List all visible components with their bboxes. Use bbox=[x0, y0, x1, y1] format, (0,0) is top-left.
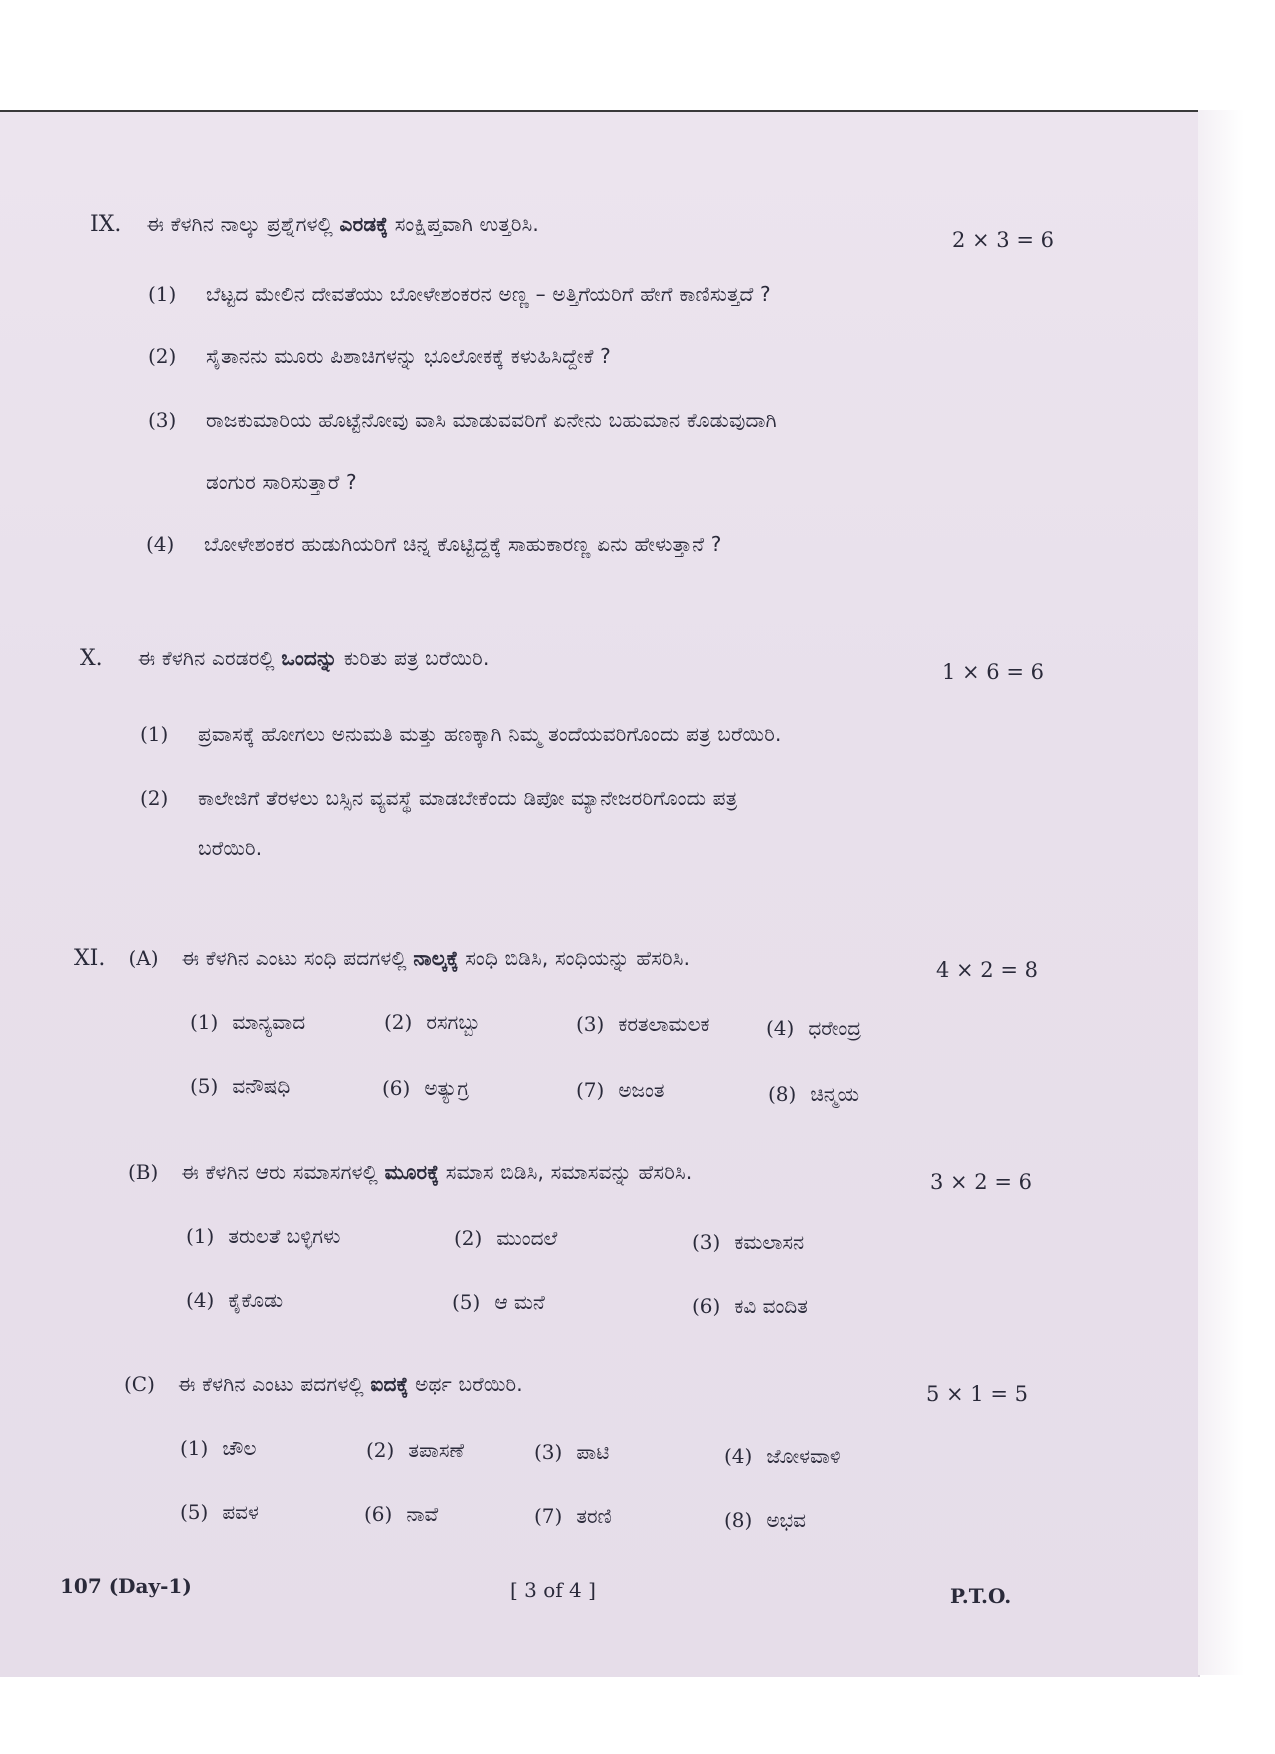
item-number: (7) bbox=[576, 1078, 605, 1102]
instruction-text: ಸಮಾಸ ಬಿಡಿಸಿ, ಸಮಾಸವನ್ನು ಹೆಸರಿಸಿ. bbox=[439, 1160, 693, 1184]
item-number: (3) bbox=[692, 1230, 721, 1254]
section-x-label: X. bbox=[80, 646, 103, 671]
item-number: (1) bbox=[180, 1436, 209, 1460]
instruction-emphasis: ನಾಲ್ಕಕ್ಕೆ bbox=[413, 946, 459, 970]
subsection-b-label: (B) bbox=[128, 1160, 159, 1184]
sandhi-item bbox=[768, 1082, 859, 1106]
item-number: (8) bbox=[768, 1082, 797, 1106]
item-number: (3) bbox=[534, 1440, 563, 1464]
subsection-c-marks: 5 × 1 = 5 bbox=[926, 1382, 1028, 1406]
section-ix-label: IX. bbox=[90, 212, 122, 237]
item-number: (2) bbox=[366, 1438, 395, 1462]
question-item bbox=[140, 786, 737, 810]
question-number: (2) bbox=[148, 344, 177, 368]
item-word: ಧರೇಂದ್ರ bbox=[808, 1016, 862, 1040]
section-x-marks: 1 × 6 = 6 bbox=[942, 660, 1044, 684]
section-x-instruction bbox=[138, 646, 490, 670]
section-xi-label: XI. bbox=[74, 946, 106, 971]
meaning-item bbox=[364, 1502, 438, 1526]
samasa-item bbox=[452, 1290, 545, 1314]
subsection-a-marks: 4 × 2 = 8 bbox=[936, 958, 1038, 982]
subsection-c-instruction bbox=[178, 1372, 523, 1396]
question-number: (1) bbox=[140, 722, 169, 746]
instruction-emphasis: ಐದಕ್ಕೆ bbox=[370, 1372, 409, 1396]
subsection-b-instruction bbox=[181, 1160, 692, 1184]
item-word: ಮಾನ್ಯವಾದ bbox=[232, 1010, 306, 1034]
subsection-c-heading bbox=[124, 1372, 523, 1396]
item-word: ತರಣಿ bbox=[576, 1504, 612, 1528]
samasa-item bbox=[692, 1230, 804, 1254]
item-word: ಚೌಲ bbox=[222, 1436, 257, 1460]
instruction-text: ಈ ಕೆಳಗಿನ ಆರು ಸಮಾಸಗಳಲ್ಲಿ bbox=[181, 1160, 385, 1184]
item-number: (6) bbox=[692, 1294, 721, 1318]
sandhi-item bbox=[766, 1016, 861, 1040]
instruction-text: ಈ ಕೆಳಗಿನ ಎರಡರಲ್ಲಿ bbox=[137, 646, 282, 670]
samasa-item bbox=[186, 1288, 283, 1312]
instruction-emphasis: ಒಂದನ್ನು bbox=[281, 646, 338, 670]
question-text: ಬೋಳೇಶಂಕರ ಹುಡುಗಿಯರಿಗೆ ಚಿನ್ನ ಕೊಟ್ಟಿದ್ದಕ್ಕೆ ಸಾಹುಕಾರಣ್ಣ ಏನು ಹೇಳುತ್ತಾನೆ ? bbox=[204, 532, 722, 556]
item-word: ಜೋಳವಾಳಿ bbox=[766, 1444, 841, 1468]
item-word: ತರುಲತೆ ಬಳ್ಳಿಗಳು bbox=[228, 1224, 341, 1248]
item-word: ಆ ಮನೆ bbox=[494, 1290, 545, 1314]
question-number: (4) bbox=[146, 532, 175, 556]
item-word: ಪವಳ bbox=[222, 1500, 259, 1524]
instruction-text: ಈ ಕೆಳಗಿನ ಎಂಟು ಸಂಧಿ ಪದಗಳಲ್ಲಿ bbox=[181, 946, 414, 970]
subsection-a-instruction bbox=[182, 946, 691, 970]
item-word: ಕಮಲಾಸನ bbox=[734, 1230, 805, 1254]
question-number: (1) bbox=[148, 282, 177, 306]
item-word: ಕೈಕೊಡು bbox=[228, 1288, 284, 1312]
meaning-item bbox=[180, 1500, 259, 1524]
item-number: (4) bbox=[724, 1444, 753, 1468]
question-number: (2) bbox=[140, 786, 169, 810]
instruction-text: ಈ ಕೆಳಗಿನ ಎಂಟು ಪದಗಳಲ್ಲಿ bbox=[178, 1372, 371, 1396]
item-number: (6) bbox=[382, 1076, 411, 1100]
item-word: ಕರತಲಾಮಲಕ bbox=[618, 1012, 710, 1036]
item-number: (2) bbox=[384, 1010, 413, 1034]
item-word: ಕವಿ ವಂದಿತ bbox=[734, 1294, 808, 1318]
item-number: (1) bbox=[190, 1010, 219, 1034]
page-number: [ 3 of 4 ] bbox=[510, 1578, 596, 1602]
instruction-text: ಕುರಿತು ಪತ್ರ ಬರೆಯಿರಿ. bbox=[337, 646, 490, 670]
question-item bbox=[148, 408, 777, 432]
sandhi-item bbox=[384, 1010, 481, 1034]
question-text-continued: ಬರೆಯಿರಿ. bbox=[198, 836, 263, 860]
meaning-item bbox=[534, 1440, 609, 1464]
item-number: (8) bbox=[724, 1508, 753, 1532]
question-text: ಬೆಟ್ಟದ ಮೇಲಿನ ದೇವತೆಯು ಬೋಳೇಶಂಕರನ ಅಣ್ಣ – ಅತ್ತಿಗೆಯರಿಗೆ ಹೇಗೆ ಕಾಣಿಸುತ್ತದೆ ? bbox=[206, 282, 771, 306]
sandhi-item bbox=[382, 1076, 469, 1100]
subsection-b-heading bbox=[128, 1160, 692, 1184]
item-word: ಪಾಟಿ bbox=[576, 1440, 610, 1464]
section-ix-instruction bbox=[146, 212, 539, 236]
subsection-c-label: (C) bbox=[124, 1372, 155, 1396]
sandhi-item bbox=[576, 1078, 664, 1102]
item-number: (5) bbox=[190, 1074, 219, 1098]
meaning-item bbox=[534, 1504, 612, 1528]
scan-top-margin bbox=[0, 0, 1275, 112]
instruction-emphasis: ಮೂರಕ್ಕೆ bbox=[384, 1160, 440, 1184]
item-number: (2) bbox=[454, 1226, 483, 1250]
item-number: (5) bbox=[180, 1500, 209, 1524]
question-text: ಕಾಲೇಜಿಗೆ ತೆರಳಲು ಬಸ್ಸಿನ ವ್ಯವಸ್ಥೆ ಮಾಡಬೇಕೆಂದು ಡಿಪೋ ಮ್ಯಾನೇಜರರಿಗೊಂದು ಪತ್ರ bbox=[198, 786, 738, 810]
section-xi-heading bbox=[74, 946, 690, 971]
instruction-text: ಈ ಕೆಳಗಿನ ನಾಲ್ಕು ಪ್ರಶ್ನೆಗಳಲ್ಲಿ bbox=[146, 212, 340, 236]
item-number: (3) bbox=[576, 1012, 605, 1036]
item-word: ರಸಗಬ್ಬು bbox=[426, 1010, 481, 1034]
item-number: (6) bbox=[364, 1502, 393, 1526]
paper-code: 107 (Day-1) bbox=[60, 1574, 192, 1598]
samasa-item bbox=[692, 1294, 808, 1318]
question-item bbox=[140, 722, 782, 746]
item-word: ನಾವೆ bbox=[406, 1502, 439, 1526]
instruction-text: ಅರ್ಥ ಬರೆಯಿರಿ. bbox=[408, 1372, 523, 1396]
item-word: ಅಜಂತ bbox=[618, 1078, 665, 1102]
item-word: ಮುಂದಲೆ bbox=[496, 1226, 558, 1250]
meaning-item bbox=[724, 1444, 841, 1468]
question-text: ರಾಜಕುಮಾರಿಯ ಹೊಟ್ಟೆನೋವು ವಾಸಿ ಮಾಡುವವರಿಗೆ ಏನೇನು ಬಹುಮಾನ ಕೊಡುವುದಾಗಿ bbox=[206, 408, 777, 432]
question-text: ಸೈತಾನನು ಮೂರು ಪಿಶಾಚಿಗಳನ್ನು ಭೂಲೋಕಕ್ಕೆ ಕಳುಹಿಸಿದ್ದೇಕೆ ? bbox=[206, 344, 611, 368]
question-item bbox=[146, 532, 722, 556]
instruction-text: ಸಂಕ್ಷಿಪ್ತವಾಗಿ ಉತ್ತರಿಸಿ. bbox=[388, 212, 539, 236]
item-number: (5) bbox=[452, 1290, 481, 1314]
section-ix-marks: 2 × 3 = 6 bbox=[952, 228, 1054, 252]
scan-right-margin bbox=[1198, 110, 1275, 1675]
instruction-text: ಸಂಧಿ ಬಿಡಿಸಿ, ಸಂಧಿಯನ್ನು ಹೆಸರಿಸಿ. bbox=[458, 946, 691, 970]
question-number: (3) bbox=[148, 408, 177, 432]
item-word: ತಪಾಸಣೆ bbox=[408, 1438, 465, 1462]
item-word: ಚಿನ್ಮಯ bbox=[810, 1082, 860, 1106]
sandhi-item bbox=[576, 1012, 710, 1036]
question-text-continued: ಡಂಗುರ ಸಾರಿಸುತ್ತಾರೆ ? bbox=[206, 470, 357, 494]
subsection-b-marks: 3 × 2 = 6 bbox=[930, 1170, 1032, 1194]
item-number: (7) bbox=[534, 1504, 563, 1528]
section-x-heading bbox=[80, 646, 490, 671]
subsection-a-label: (A) bbox=[128, 946, 159, 970]
item-number: (4) bbox=[186, 1288, 215, 1312]
meaning-item bbox=[366, 1438, 464, 1462]
instruction-emphasis: ಎರಡಕ್ಕೆ bbox=[339, 212, 389, 236]
sandhi-item bbox=[190, 1074, 290, 1098]
item-word: ಅಭವ bbox=[766, 1508, 807, 1532]
item-word: ಅತ್ಯುಗ್ರ bbox=[424, 1076, 469, 1100]
item-word: ವನೌಷಧಿ bbox=[232, 1074, 291, 1098]
question-item bbox=[148, 282, 771, 306]
samasa-item bbox=[186, 1224, 340, 1248]
meaning-item bbox=[180, 1436, 256, 1460]
sandhi-item bbox=[190, 1010, 305, 1034]
question-item bbox=[148, 344, 611, 368]
item-number: (4) bbox=[766, 1016, 795, 1040]
meaning-item bbox=[724, 1508, 806, 1532]
section-ix-heading bbox=[90, 212, 539, 237]
item-number: (1) bbox=[186, 1224, 215, 1248]
samasa-item bbox=[454, 1226, 557, 1250]
question-text: ಪ್ರವಾಸಕ್ಕೆ ಹೋಗಲು ಅನುಮತಿ ಮತ್ತು ಹಣಕ್ಕಾಗಿ ನಿಮ್ಮ ತಂದೆಯವರಿಗೊಂದು ಪತ್ರ ಬರೆಯಿರಿ. bbox=[198, 722, 782, 746]
please-turn-over: P.T.O. bbox=[950, 1584, 1012, 1608]
